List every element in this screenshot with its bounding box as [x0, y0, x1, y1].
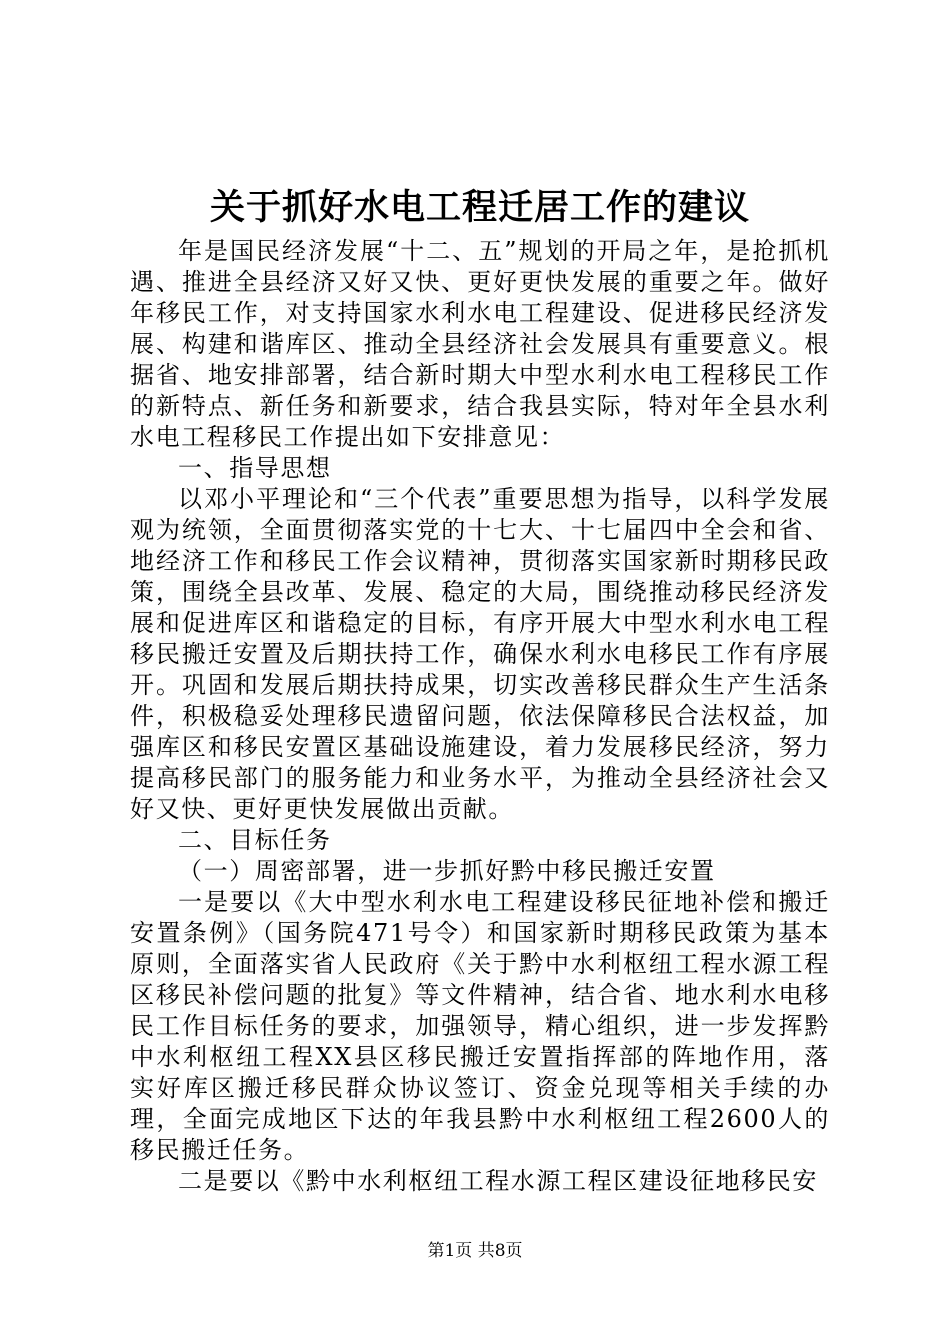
relocation-paragraph-one: 一是要以《大中型水利水电工程建设移民征地补偿和搬迁安置条例》（国务院471号令）和国家新时期移民政策为基本原则，全面落实省人民政府《关于黔中水利枢纽工程水源工程区移民补偿问题的批复》等文件精神，结合省、地水利水电移民工作目标任务的要求，加强领导，精心组织，进一步发挥黔中水利枢纽工程XX县区移民搬迁安置指挥部的阵地作用，落实好库区搬迁移民群众协议签订、资金兑现等相关手续的办理，全面完成地区下达的年我县黔中水利枢纽工程2600人的移民搬迁任务。: [130, 888, 830, 1164]
section-heading-goals-tasks: 二、目标任务: [178, 826, 332, 854]
relocation-paragraph-two: 二是要以《黔中水利枢纽工程水源工程区建设征地移民安: [178, 1167, 818, 1195]
document-body: [130, 236, 830, 1197]
document-title: 关于抓好水电工程迁居工作的建议: [209, 187, 750, 228]
guiding-ideology-paragraph: 以邓小平理论和“三个代表”重要思想为指导，以科学发展观为统领，全面贯彻落实党的十七大、十七届四中全会和省、地经济工作和移民工作会议精神，贯彻落实国家新时期移民政策，围绕全县改革、发展、稳定的大局，围绕推动移民经济发展和促进库区和谐稳定的目标，有序开展大中型水利水电工程移民搬迁安置及后期扶持工作，确保水利水电移民工作有序展开。巩固和发展后期扶持成果，切实改善移民群众生产生活条件，积极稳妥处理移民遗留问题，依法保障移民合法权益，加强库区和移民安置区基础设施建设，着力发展移民经济，努力提高移民部门的服务能力和业务水平，为推动全县经济社会又好又快、更好更快发展做出贡献。: [130, 485, 830, 823]
subsection-heading-relocation: （一）周密部署，进一步抓好黔中移民搬迁安置: [178, 857, 716, 885]
section-heading-guiding-ideology: 一、指导思想: [178, 454, 332, 482]
page-number-footer: 第1页 共8页: [427, 1241, 523, 1261]
intro-paragraph: 年是国民经济发展“十二、五”规划的开局之年，是抢抓机遇、推进全县经济又好又快、更好更快发展的重要之年。做好年移民工作，对支持国家水利水电工程建设、促进移民经济发展、构建和谐库区、推动全县经济社会发展具有重要意义。根据省、地安排部署，结合新时期大中型水利水电工程移民工作的新特点、新任务和新要求，结合我县实际，特对年全县水利水电工程移民工作提出如下安排意见：: [130, 237, 830, 451]
